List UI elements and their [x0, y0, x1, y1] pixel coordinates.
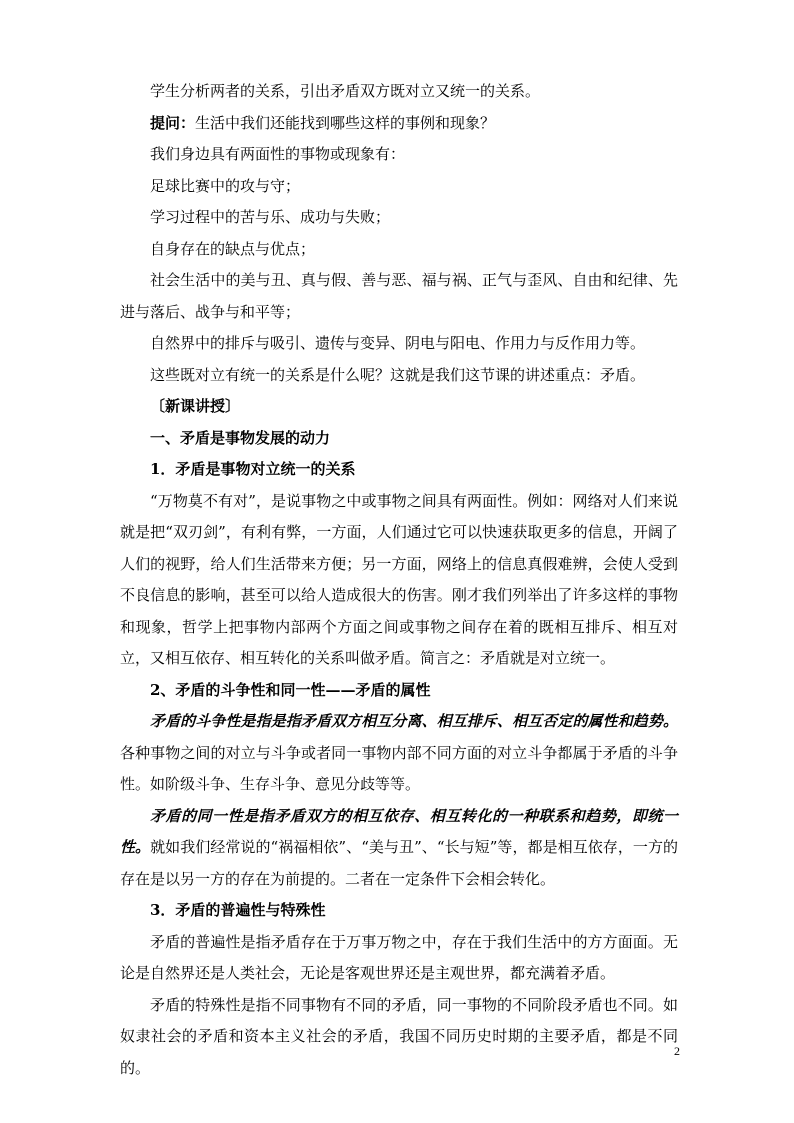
list-item — [120, 265, 678, 328]
text-line: 社会生活中的美与丑、真与假、善与恶、福与祸、正气与歪风、自由和纪律、先进与落后、战争与和平等； — [120, 271, 678, 321]
paragraph — [120, 990, 678, 1085]
paragraph — [120, 76, 678, 108]
list-item — [120, 328, 678, 360]
text-line: 这些既对立有统一的关系是什么呢？这就是我们这节课的讲述重点：矛盾。 — [150, 365, 646, 384]
text-line: 各种事物之间的对立与斗争或者同一事物内部不同方面的对立斗争都属于矛盾的斗争性。如阶级斗争、生存斗争、意见分歧等等。 — [120, 743, 678, 793]
page-number: 2 — [674, 1044, 680, 1058]
question-text: 生活中我们还能找到哪些这样的事例和现象？ — [195, 113, 496, 132]
definition-text: 矛盾的斗争性是指是指矛盾双方相互分离、相互排斥、相互否定的属性和趋势。 — [150, 712, 678, 730]
paragraph — [120, 360, 678, 392]
text-line: 学生分析两者的关系，引出矛盾双方既对立又统一的关系。 — [150, 82, 541, 100]
text-line: 我们身边具有两面性的事物或现象有： — [150, 145, 406, 163]
paragraph — [120, 139, 678, 171]
heading-text: 1．矛盾是事物对立统一的关系 — [150, 460, 356, 478]
text-line: “万物莫不有对”，是说事物之中或事物之间具有两面性。例如：网络对人们来说就是把“双刃剑”，有利有弊，一方面，人们通过它可以快速获取更多的信息，开阔了人们的视野，给人们生活带来方便；另一方面，网络上的信息真假难辨，会使人受到不良信息的影响，甚至可以给人造成很大的伤害。刚才我们列举出了许多这样的事物和现象，哲学上把事物内部两个方面之间或事物之间存在着的既相互排斥、相互对立，又相互依存、相互转化的关系叫做矛盾。简言之：矛盾就是对立统一。 — [120, 491, 678, 667]
text-line: 矛盾的特殊性是指不同事物有不同的矛盾，同一事物的不同阶段矛盾也不同。如奴隶社会的矛盾和资本主义社会的矛盾，我国不同历史时期的主要矛盾，都是不同的。 — [120, 995, 678, 1077]
text-line: 矛盾的普遍性是指矛盾存在于万事万物之中，存在于我们生活中的方方面面。无论是自然界还是人类社会，无论是客观世界还是主观世界，都充满着矛盾。 — [120, 932, 678, 982]
section-marker — [120, 391, 678, 423]
heading-text: 一、矛盾是事物发展的动力 — [150, 428, 331, 447]
heading-3 — [120, 675, 678, 707]
question-paragraph — [120, 108, 678, 140]
list-item — [120, 202, 678, 234]
definition-text: 矛盾的同一性是指矛盾双方的相互依存、相互转化的一种联系和趋势，即统一性。 — [120, 806, 678, 856]
heading-4 — [120, 895, 678, 927]
section-marker-text: 〔新课讲授〕 — [150, 397, 241, 415]
paragraph — [120, 927, 678, 990]
list-item — [120, 234, 678, 266]
heading-text: 2、矛盾的斗争性和同一性——矛盾的属性 — [150, 680, 431, 699]
text-line: 自然界中的排斥与吸引、遗传与变异、阴电与阳电、作用力与反作用力等。 — [150, 334, 646, 352]
list-item — [120, 171, 678, 203]
heading-1 — [120, 423, 678, 455]
heading-text: 3．矛盾的普遍性与特殊性 — [150, 901, 326, 919]
paragraph — [120, 486, 678, 675]
text-line: 就如我们经常说的“祸福相依”、“美与丑”、“长与短”等，都是相互依存，一方的存在是以另一方的存在为前提的。二者在一定条件下会相会转化。 — [120, 838, 678, 888]
document-body — [120, 76, 678, 1084]
paragraph — [120, 706, 678, 801]
question-label: 提问： — [150, 113, 196, 132]
text-line: 足球比赛中的攻与守； — [150, 176, 301, 195]
text-line: 学习过程中的苦与乐、成功与失败； — [150, 208, 391, 226]
heading-2 — [120, 454, 678, 486]
paragraph — [120, 801, 678, 896]
text-line: 自身存在的缺点与优点； — [150, 239, 316, 258]
